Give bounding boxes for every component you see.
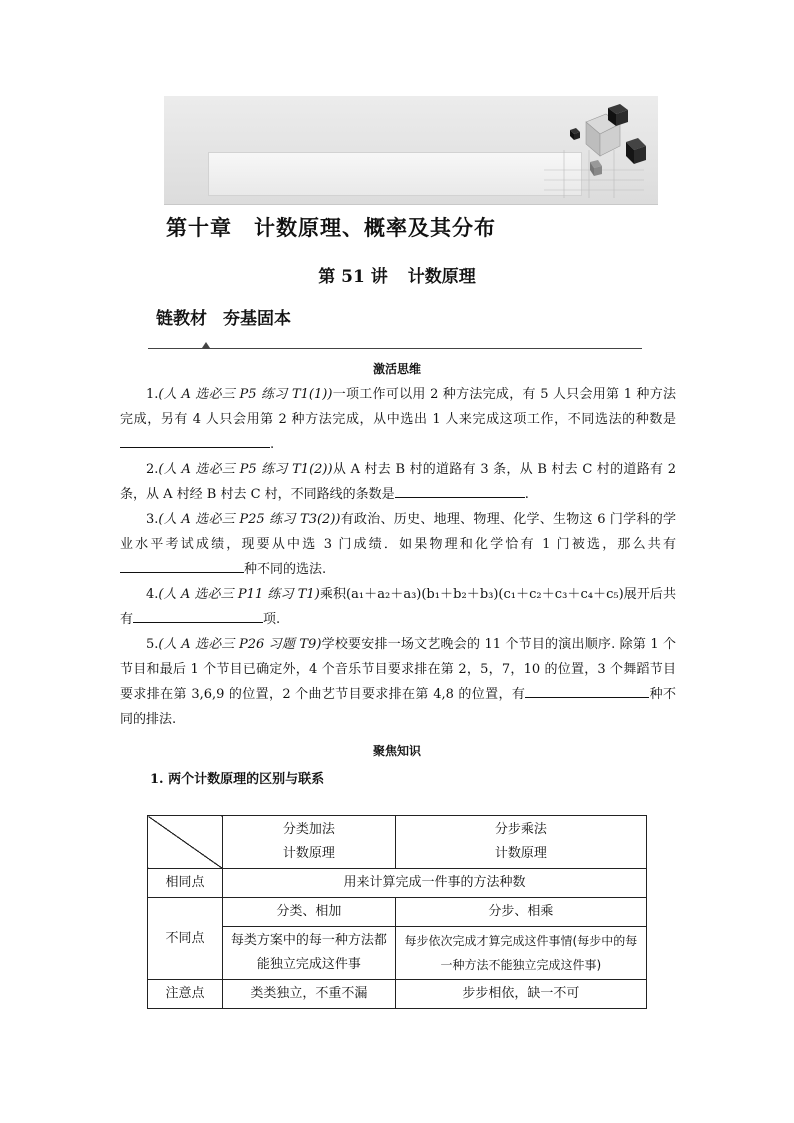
lecture-name: 计数原理 bbox=[407, 267, 476, 287]
table-row bbox=[148, 898, 647, 927]
table-cell: 每类方案中的每一种方法都能独立完成这件事 bbox=[223, 927, 396, 980]
question-5: 5.(人 A 选必三 P26 习题 T9)学校要安排一场文艺晚会的 11 个节目的演出顺序. 除第 1 个节目和最后 1 个节目已确定外，4 个音乐节目要求排在第 2，5，7，10 的位置，3 个舞蹈节目要求排在第 3,6,9 的位置，2 个曲艺节目要求排在第 4,8 的位置，有 种不同的排法. bbox=[120, 637, 676, 727]
question-source: (人 A 选必三 P5 练习 T1(2)) bbox=[158, 462, 333, 477]
row-label: 相同点 bbox=[148, 869, 223, 898]
row-label: 不同点 bbox=[148, 898, 223, 980]
row-label: 注意点 bbox=[148, 980, 223, 1009]
section-heading-b: 夯基固本 bbox=[223, 309, 291, 329]
answer-blank[interactable] bbox=[395, 483, 525, 498]
table-header-row bbox=[148, 816, 647, 869]
table-cell: 每步依次完成才算完成这件事情(每步中的每一种方法不能独立完成这件事) bbox=[395, 927, 646, 980]
question-source: (人 A 选必三 P26 习题 T9) bbox=[158, 637, 322, 652]
section-heading-a: 链教材 bbox=[156, 309, 207, 329]
answer-blank[interactable] bbox=[120, 433, 270, 448]
section-heading bbox=[156, 304, 291, 329]
chapter-number: 第十章 bbox=[166, 215, 232, 240]
table-cell: 用来计算完成一件事的方法种数 bbox=[223, 869, 647, 898]
banner-strip bbox=[208, 152, 582, 196]
table-cell: 分步、相乘 bbox=[395, 898, 646, 927]
question-source: (人 A 选必三 P25 练习 T3(2)) bbox=[158, 512, 341, 527]
table-cell: 类类独立，不重不漏 bbox=[223, 980, 396, 1009]
activation-heading: 激活思维 bbox=[372, 362, 421, 376]
table-row bbox=[148, 980, 647, 1009]
question-1: 1.(人 A 选必三 P5 练习 T1(1))一项工作可以用 2 种方法完成，有 5 人只会用第 1 种方法完成，另有 4 人只会用第 2 种方法完成，从中选出 1 人来完成这项工作，不同选法的种数是. bbox=[120, 387, 676, 452]
lecture-title bbox=[0, 262, 794, 287]
question-2: 2.(人 A 选必三 P5 练习 T1(2))从 A 村去 B 村的道路有 3 条，从 B 村去 C 村的道路有 2 条，从 A 村经 B 村去 C 村，不同路线的条数是 . bbox=[120, 462, 676, 502]
question-4: 4.(人 A 选必三 P11 练习 T1)乘积(a₁＋a₂＋a₃)(b₁＋b₂＋b₃)(c₁＋c₂＋c₃＋c₄＋c₅)展开后共有 项. bbox=[120, 587, 676, 627]
question-source: (人 A 选必三 P11 练习 T1) bbox=[158, 587, 320, 602]
table-row bbox=[148, 927, 647, 980]
table-cell: 步步相依，缺一不可 bbox=[395, 980, 646, 1009]
comparison-table bbox=[147, 815, 647, 1009]
cubes-decoration-icon bbox=[534, 100, 654, 200]
section-divider bbox=[148, 348, 642, 349]
answer-blank[interactable] bbox=[120, 558, 244, 573]
table-header-cell: 分步乘法 计数原理 bbox=[395, 816, 646, 869]
knowledge-point-1: 1. 两个计数原理的区别与联系 bbox=[150, 772, 325, 787]
table-cell: 分类、相加 bbox=[223, 898, 396, 927]
table-corner-cell bbox=[148, 816, 223, 869]
table-row bbox=[148, 869, 647, 898]
chapter-banner bbox=[164, 96, 658, 205]
chapter-title bbox=[166, 212, 496, 242]
chapter-name: 计数原理、概率及其分布 bbox=[254, 215, 496, 240]
answer-blank[interactable] bbox=[133, 608, 263, 623]
question-list bbox=[120, 382, 676, 732]
table-header-cell: 分类加法 计数原理 bbox=[223, 816, 396, 869]
divider-marker-icon bbox=[202, 342, 210, 348]
question-source: (人 A 选必三 P5 练习 T1(1)) bbox=[158, 387, 333, 402]
question-3: 3.(人 A 选必三 P25 练习 T3(2))有政治、历史、地理、物理、化学、生物这 6 门学科的学业水平考试成绩，现要从中选 3 门成绩．如果物理和化学恰有 1 门被选，那么共有种不同的选法. bbox=[120, 512, 676, 577]
knowledge-heading: 聚焦知识 bbox=[372, 744, 421, 758]
lecture-number: 第 51 讲 bbox=[318, 267, 388, 287]
answer-blank[interactable] bbox=[525, 683, 649, 698]
